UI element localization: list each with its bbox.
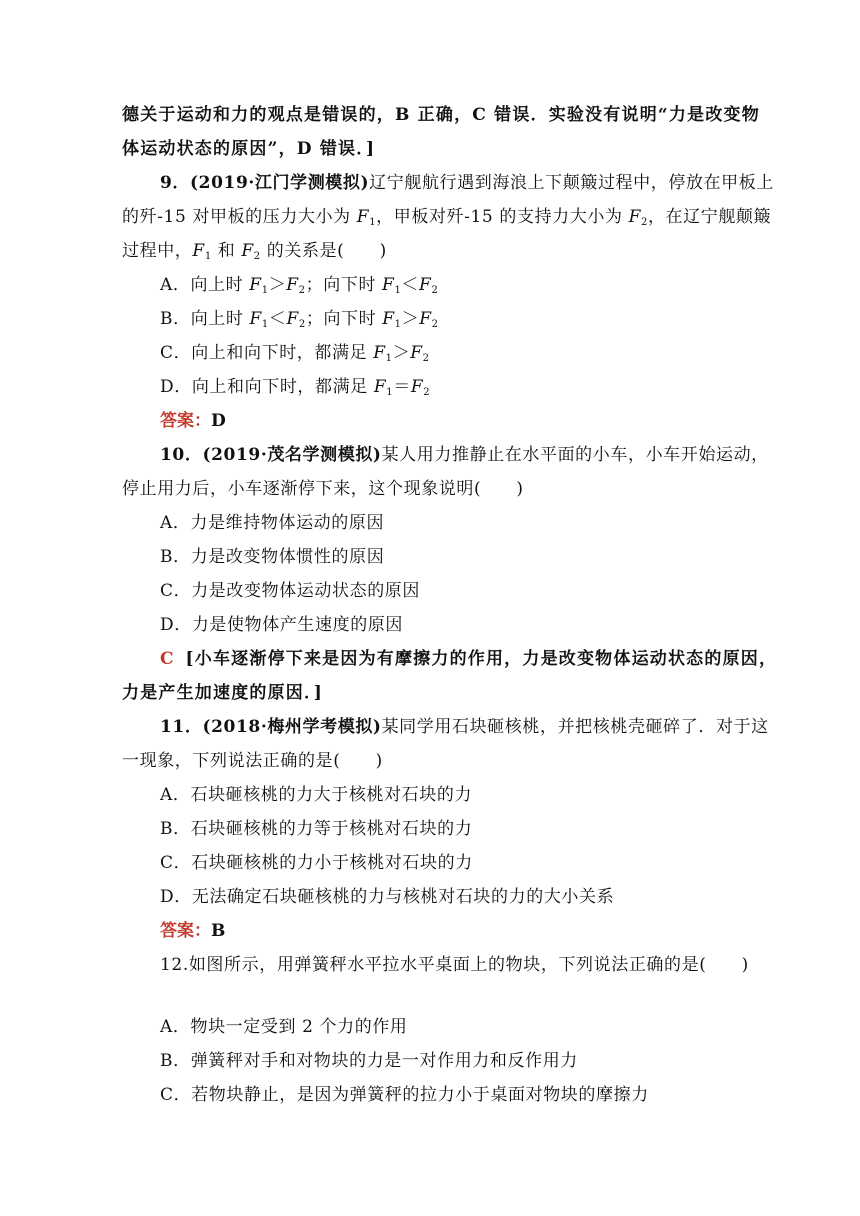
q10-explanation-line-1: C [小车逐渐停下来是因为有摩擦力的作用，力是改变物体运动状态的原因， (160, 649, 778, 669)
q9-label: 9．(2019·江门学测模拟) (160, 173, 370, 193)
q9-stem-line-1: 9．(2019·江门学测模拟)辽宁舰航行遇到海浪上下颠簸过程中，停放在甲板上 (160, 173, 774, 193)
answer-value: D (211, 411, 226, 431)
answer-label: 答案： (160, 411, 211, 431)
q11-option-a: A．石块砸核桃的力大于核桃对石块的力 (160, 785, 473, 805)
q11-option-c: C．石块砸核桃的力小于核桃对石块的力 (160, 853, 473, 873)
q11-stem-line-1: 11．(2018·梅州学考模拟)某同学用石块砸核桃，并把核桃壳砸碎了．对于这 (160, 717, 769, 737)
answer-label: 答案： (160, 921, 211, 941)
q9-answer (160, 409, 226, 433)
q9-option-a: A．向上时 $F_1>F_2$；向下时 $F_1<F_2$ (160, 275, 439, 296)
q12-option-b: B．弹簧秤对手和对物块的力是一对作用力和反作用力 (160, 1051, 578, 1071)
q10-option-a: A．力是维持物体运动的原因 (160, 513, 385, 533)
q10-explanation-line-2: 力是产生加速度的原因．] (122, 683, 323, 703)
q10-stem-line-2: 停止用力后，小车逐渐停下来，这个现象说明( ) (122, 479, 524, 499)
answer-value: B (211, 921, 226, 941)
q10-option-d: D．力是使物体产生速度的原因 (160, 615, 404, 635)
q12-stem: 12.如图所示，用弹簧秤水平拉水平桌面上的物块，下列说法正确的是( ) (160, 955, 749, 975)
q11-answer (160, 919, 225, 943)
q9-stem-line-3: 过程中，$F_1$ 和 $F_2$ 的关系是( ) (122, 241, 387, 262)
q10-option-b: B．力是改变物体惯性的原因 (160, 547, 385, 567)
q9-option-c: C．向上和向下时，都满足 $F_1>F_2$ (160, 343, 430, 364)
q10-label: 10．(2019·茂名学测模拟) (160, 445, 382, 465)
q12-option-c: C．若物块静止，是因为弹簧秤的拉力小于桌面对物块的摩擦力 (160, 1085, 649, 1105)
q12-option-a: A．物块一定受到 2 个力的作用 (160, 1017, 408, 1037)
prev-explanation-line-2: 体运动状态的原因”，D 错误．] (122, 139, 376, 159)
q11-label: 11．(2018·梅州学考模拟) (160, 717, 382, 737)
q9-option-d: D．向上和向下时，都满足 $F_1=F_2$ (160, 377, 431, 398)
q10-stem-line-1: 10．(2019·茂名学测模拟)某人用力推静止在水平面的小车，小车开始运动， (160, 445, 769, 465)
q9-option-b: B．向上时 $F_1<F_2$；向下时 $F_1>F_2$ (160, 309, 439, 330)
q11-option-b: B．石块砸核桃的力等于核桃对石块的力 (160, 819, 473, 839)
q10-option-c: C．力是改变物体运动状态的原因 (160, 581, 421, 601)
prev-explanation-line-1: 德关于运动和力的观点是错误的，B 正确，C 错误．实验没有说明“力是改变物 (122, 105, 760, 125)
q11-option-d: D．无法确定石块砸核桃的力与核桃对石块的力的大小关系 (160, 887, 615, 907)
q9-stem-line-2: 的歼-15 对甲板的压力大小为 $F_1$，甲板对歼-15 的支持力大小为 $F_2$，在辽宁舰颠簸 (122, 207, 772, 228)
q10-answer: C (160, 649, 174, 669)
q11-stem-line-2: 一现象，下列说法正确的是( ) (122, 751, 383, 771)
